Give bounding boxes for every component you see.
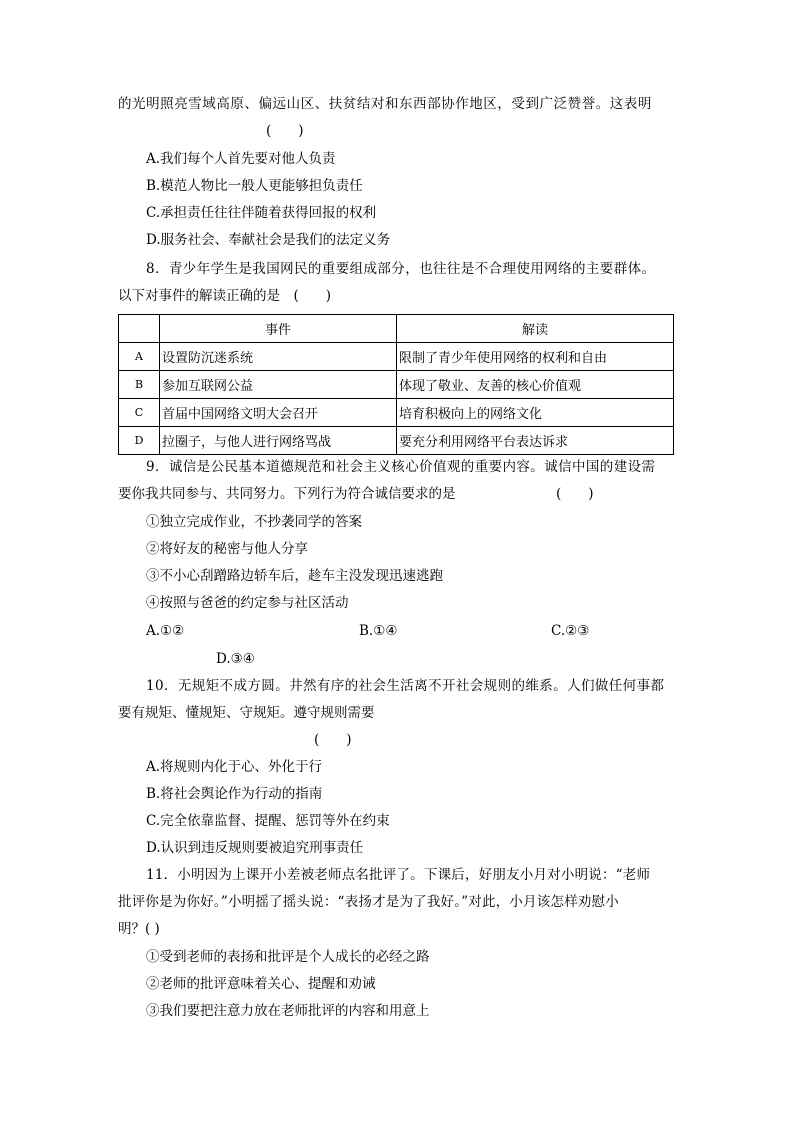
table-row [119, 343, 674, 371]
q7-option-d: D.服务社会、奉献社会是我们的法定义务 [146, 232, 391, 248]
q11-stem-line1: 11．小明因为上课开小差被老师点名批评了。下课后，好朋友小月对小明说：“老师 [146, 867, 651, 883]
q8-row-label: B [119, 371, 160, 399]
q11-stem-line2: 批评你是为你好。”小明摇了摇头说：“表扬才是为了我好。”对此，小月该怎样劝慰小 [118, 894, 620, 910]
q9-item-3: ③不小心刮蹭路边轿车后，趁车主没发现迅速逃跑 [146, 568, 443, 584]
q8-row-event: 设置防沉迷系统 [160, 343, 397, 371]
q8-table-corner [119, 315, 160, 343]
q8-table-header-row [119, 315, 674, 343]
table-row [119, 371, 674, 399]
q8-row-reading: 限制了青少年使用网络的权利和自由 [397, 343, 674, 371]
q10-option-c: C.完全依靠监督、提醒、惩罚等外在约束 [146, 813, 390, 829]
q10-option-b: B.将社会舆论作为行动的指南 [146, 786, 323, 802]
q10-option-d: D.认识到违反规则要被追究刑事责任 [146, 840, 364, 856]
q7-option-a: A.我们每个人首先要对他人负责 [146, 151, 336, 167]
q8-stem-line1: 8．青少年学生是我国网民的重要组成部分，也往往是不合理使用网络的主要群体。 [146, 261, 656, 277]
q11-stem-line3: 明？( ) [118, 921, 160, 937]
q8-row-reading: 要充分利用网络平台表达诉求 [397, 427, 674, 455]
table-row [119, 399, 674, 427]
q8-row-label: D [119, 427, 160, 455]
q9-answer-paren: ( ) [556, 486, 594, 502]
table-row [119, 427, 674, 455]
q9-item-4: ④按照与爸爸的约定参与社区活动 [146, 595, 349, 611]
q8-row-event: 首届中国网络文明大会召开 [160, 399, 397, 427]
q9-stem-line2: 要你我共同参与、共同努力。下列行为符合诚信要求的是 [118, 486, 456, 502]
q9-item-2: ②将好友的秘密与他人分享 [146, 541, 308, 557]
q8-row-reading: 培育积极向上的网络文化 [397, 399, 674, 427]
q11-item-3: ③我们要把注意力放在老师批评的内容和用意上 [146, 1003, 430, 1019]
q9-item-1: ①独立完成作业，不抄袭同学的答案 [146, 514, 362, 530]
q10-stem-line2: 要有规矩、懂规矩、守规矩。遵守规则需要 [118, 705, 375, 721]
q10-answer-paren: ( ) [314, 732, 352, 748]
q8-stem-line2: 以下对事件的解读正确的是 ( ) [118, 288, 332, 304]
q8-row-event: 拉圈子，与他人进行网络骂战 [160, 427, 397, 455]
q9-option-b: B.①④ [359, 623, 398, 639]
q8-row-reading: 体现了敬业、友善的核心价值观 [397, 371, 674, 399]
q8-table [118, 314, 674, 455]
q7-answer-paren: ( ) [266, 123, 304, 139]
q8-row-label: A [119, 343, 160, 371]
q9-option-a: A.①② [146, 623, 185, 639]
q11-item-2: ②老师的批评意味着关心、提醒和劝诫 [146, 976, 376, 992]
q11-item-1: ①受到老师的表扬和批评是个人成长的必经之路 [146, 949, 430, 965]
q10-stem-line1: 10．无规矩不成方圆。井然有序的社会生活离不开社会规则的维系。人们做任何事都 [146, 678, 665, 694]
q7-option-b: B.模范人物比一般人更能够担负责任 [146, 178, 363, 194]
q8-row-event: 参加互联网公益 [160, 371, 397, 399]
q10-option-a: A.将规则内化于心、外化于行 [146, 759, 323, 775]
q7-option-c: C.承担责任往往伴随着获得回报的权利 [146, 205, 377, 221]
q9-option-c: C.②③ [551, 623, 590, 639]
q8-table-header-reading: 解读 [397, 315, 674, 343]
q7-stem-continuation: 的光明照亮雪域高原、偏远山区、扶贫结对和东西部协作地区，受到广泛赞誉。这表明 [118, 96, 652, 112]
q8-row-label: C [119, 399, 160, 427]
q8-table-header-event: 事件 [160, 315, 397, 343]
q9-option-d: D.③④ [216, 651, 255, 667]
q9-stem-line1: 9．诚信是公民基本道德规范和社会主义核心价值观的重要内容。诚信中国的建设需 [146, 459, 656, 475]
